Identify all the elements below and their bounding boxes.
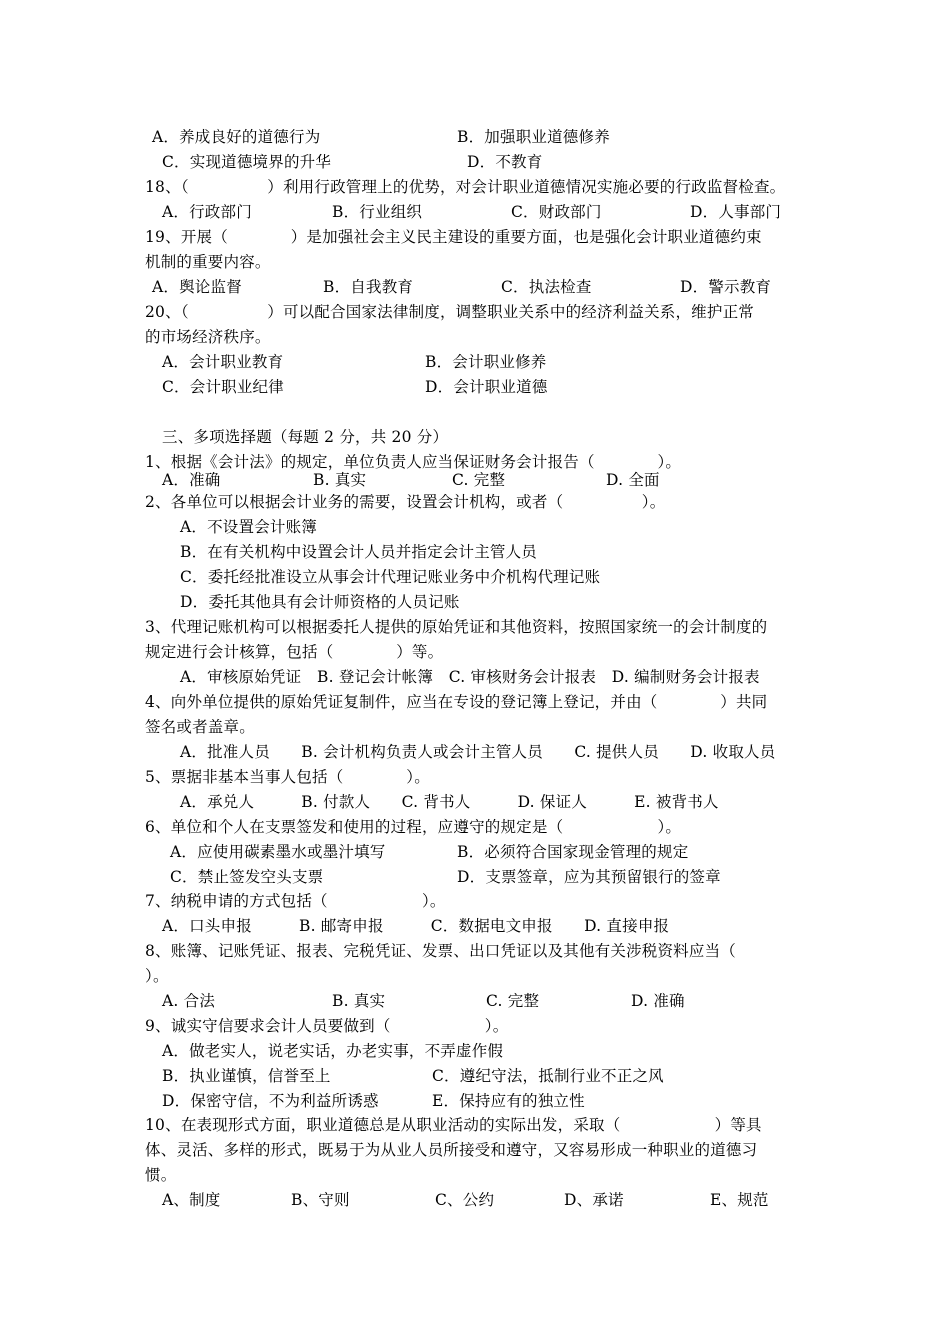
m9-option-d: D．保密守信，不为利益所诱惑 bbox=[162, 1092, 379, 1110]
m8-option-d: D. 准确 bbox=[631, 992, 685, 1010]
q19-stem-line1: 19、开展（ ）是加强社会主义民主建设的重要方面，也是强化会计职业道德约束 bbox=[145, 228, 762, 246]
m6-option-b: B．必须符合国家现金管理的规定 bbox=[457, 843, 689, 861]
m1-option-d: D. 全面 bbox=[606, 471, 660, 489]
m5-stem: 5、票据非基本当事人包括（ ）。 bbox=[145, 768, 430, 786]
m10-option-d: D、承诺 bbox=[564, 1191, 624, 1209]
m2-option-c: C．委托经批准设立从事会计代理记账业务中介机构代理记账 bbox=[180, 568, 601, 586]
q19-option-c: C．执法检查 bbox=[501, 278, 592, 296]
m9-stem: 9、诚实守信要求会计人员要做到（ ）。 bbox=[145, 1017, 509, 1035]
m2-stem: 2、各单位可以根据会计业务的需要，设置会计机构，或者（ ）。 bbox=[145, 493, 666, 511]
m8-stem-line1: 8、账簿、记账凭证、报表、完税凭证、发票、出口凭证以及其他有关涉税资料应当（ bbox=[145, 942, 736, 960]
q20-option-c: C．会计职业纪律 bbox=[162, 378, 284, 396]
m9-option-e: E．保持应有的独立性 bbox=[432, 1092, 585, 1110]
m1-stem: 1、根据《会计法》的规定，单位负责人应当保证财务会计报告（ ）。 bbox=[145, 453, 682, 471]
q17-option-c: C．实现道德境界的升华 bbox=[162, 153, 332, 171]
m10-option-a: A、制度 bbox=[162, 1191, 221, 1209]
m9-option-a: A．做老实人，说老实话，办老实事，不弄虚作假 bbox=[162, 1042, 504, 1060]
m6-option-c: C．禁止签发空头支票 bbox=[170, 868, 324, 886]
q19-option-a: A．舆论监督 bbox=[152, 278, 242, 296]
q20-option-b: B．会计职业修养 bbox=[425, 353, 547, 371]
q18-option-d: D．人事部门 bbox=[690, 203, 782, 221]
m7-options: A．口头申报 B. 邮寄申报 C．数据电文申报 D. 直接申报 bbox=[162, 917, 670, 935]
m5-options: A．承兑人 B. 付款人 C. 背书人 D. 保证人 E. 被背书人 bbox=[180, 793, 719, 811]
m1-option-b: B. 真实 bbox=[313, 471, 367, 489]
m9-option-b: B．执业谨慎，信誉至上 bbox=[162, 1067, 331, 1085]
section-3-title: 三、多项选择题（每题 2 分，共 20 分） bbox=[162, 428, 449, 446]
m4-options: A．批准人员 B. 会计机构负责人或会计主管人员 C. 提供人员 D. 收取人员 bbox=[180, 743, 776, 761]
m10-option-c: C、公约 bbox=[435, 1191, 495, 1209]
m8-option-b: B. 真实 bbox=[332, 992, 386, 1010]
m2-option-d: D．委托其他具有会计师资格的人员记账 bbox=[180, 593, 460, 611]
m8-option-c: C. 完整 bbox=[486, 992, 540, 1010]
q18-stem: 18、（ ）利用行政管理上的优势，对会计职业道德情况实施必要的行政监督检查。 bbox=[145, 178, 786, 196]
q19-option-b: B．自我教育 bbox=[323, 278, 414, 296]
q19-option-d: D．警示教育 bbox=[680, 278, 772, 296]
m3-stem-line1: 3、代理记账机构可以根据委托人提供的原始凭证和其他资料，按照国家统一的会计制度的 bbox=[145, 618, 768, 636]
q17-option-b: B．加强职业道德修养 bbox=[457, 128, 610, 146]
m10-stem-line2: 体、灵活、多样的形式，既易于为从业人员所接受和遵守，又容易形成一种职业的道德习 bbox=[145, 1141, 758, 1159]
m7-stem: 7、纳税申请的方式包括（ ）。 bbox=[145, 892, 446, 910]
m4-stem-line2: 签名或者盖章。 bbox=[145, 718, 255, 736]
m3-options: A．审核原始凭证 B. 登记会计帐簿 C. 审核财务会计报表 D. 编制财务会计报表 bbox=[180, 668, 760, 686]
m9-option-c: C．遵纪守法，抵制行业不正之风 bbox=[432, 1067, 664, 1085]
m8-stem-line2: ）。 bbox=[145, 967, 169, 985]
m10-stem-line1: 10、在表现形式方面，职业道德总是从职业活动的实际出发，采取（ ）等具 bbox=[145, 1116, 762, 1134]
q17-option-a: A．养成良好的道德行为 bbox=[152, 128, 321, 146]
q18-option-a: A．行政部门 bbox=[162, 203, 252, 221]
q20-option-a: A．会计职业教育 bbox=[162, 353, 284, 371]
m10-stem-line3: 惯。 bbox=[145, 1166, 177, 1184]
m6-option-d: D．支票签章，应为其预留银行的签章 bbox=[457, 868, 721, 886]
m10-option-b: B、守则 bbox=[291, 1191, 350, 1209]
m3-stem-line2: 规定进行会计核算，包括（ ）等。 bbox=[145, 643, 444, 661]
m8-option-a: A. 合法 bbox=[162, 992, 216, 1010]
q20-stem-line1: 20、（ ）可以配合国家法律制度，调整职业关系中的经济利益关系，维护正常 bbox=[145, 303, 754, 321]
m1-option-a: A．准确 bbox=[162, 471, 221, 489]
m2-option-b: B．在有关机构中设置会计人员并指定会计主管人员 bbox=[180, 543, 537, 561]
m6-stem: 6、单位和个人在支票签发和使用的过程，应遵守的规定是（ ）。 bbox=[145, 818, 682, 836]
q20-option-d: D．会计职业道德 bbox=[425, 378, 548, 396]
m2-option-a: A．不设置会计账簿 bbox=[180, 518, 317, 536]
q19-stem-line2: 机制的重要内容。 bbox=[145, 253, 271, 271]
m10-option-e: E、规范 bbox=[710, 1191, 769, 1209]
m1-option-c: C. 完整 bbox=[452, 471, 506, 489]
q18-option-b: B．行业组织 bbox=[332, 203, 423, 221]
q18-option-c: C．财政部门 bbox=[511, 203, 602, 221]
m4-stem-line1: 4、向外单位提供的原始凭证复制件，应当在专设的登记簿上登记，并由（ ）共同 bbox=[145, 693, 768, 711]
q20-stem-line2: 的市场经济秩序。 bbox=[145, 328, 271, 346]
q17-option-d: D．不教育 bbox=[467, 153, 543, 171]
m6-option-a: A．应使用碳素墨水或墨汁填写 bbox=[170, 843, 386, 861]
